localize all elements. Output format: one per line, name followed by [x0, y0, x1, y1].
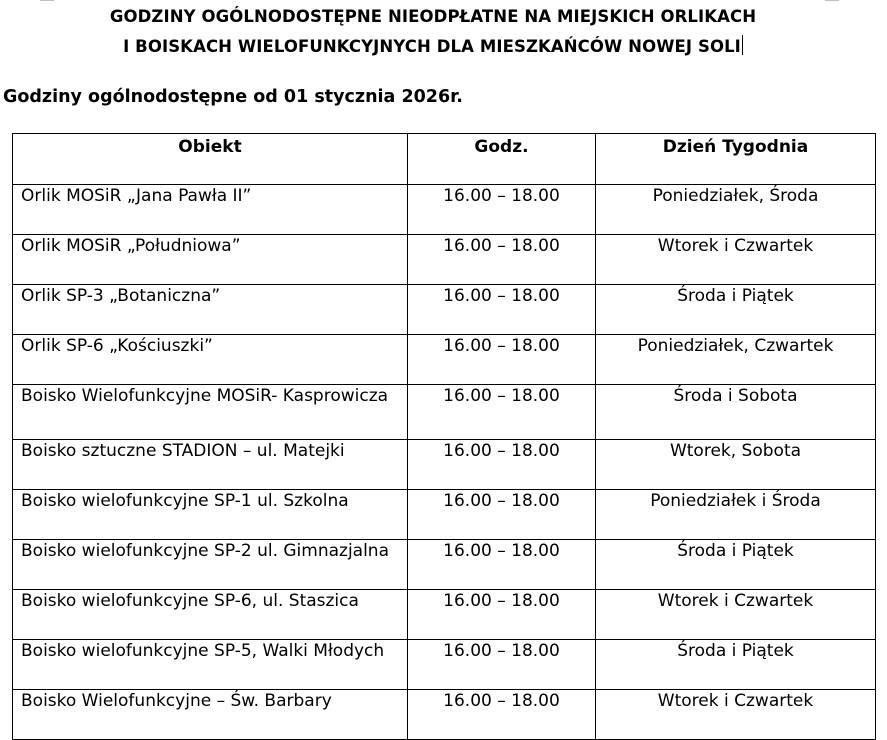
page-corner-mark-left — [40, 0, 54, 1]
header-days: Dzień Tygodnia — [596, 134, 876, 185]
cell-object: Boisko wielofunkcyjne SP-6, ul. Staszica — [13, 590, 408, 640]
header-hours: Godz. — [408, 134, 596, 185]
table-row — [13, 335, 876, 385]
table-row — [13, 185, 876, 235]
cell-hours: 16.00 – 18.00 — [408, 335, 596, 385]
cell-hours: 16.00 – 18.00 — [408, 690, 596, 740]
cell-object: Orlik MOSiR „Jana Pawła II” — [13, 185, 408, 235]
cell-object: Orlik MOSiR „Południowa” — [13, 235, 408, 285]
cell-object: Boisko Wielofunkcyjne MOSiR- Kasprowicza — [13, 385, 408, 440]
table-header-row — [13, 134, 876, 185]
table-row — [13, 385, 876, 440]
document-subtitle: Godziny ogólnodostępne od 01 stycznia 2026r. — [3, 87, 463, 107]
cell-object: Orlik SP-6 „Kościuszki” — [13, 335, 408, 385]
cell-days: Poniedziałek, Środa — [596, 185, 876, 235]
cell-hours: 16.00 – 18.00 — [408, 640, 596, 690]
cell-days: Poniedziałek i Środa — [596, 490, 876, 540]
cell-days: Środa i Piątek — [596, 285, 876, 335]
header-object: Obiekt — [13, 134, 408, 185]
table-row — [13, 690, 876, 740]
cell-object: Orlik SP-3 „Botaniczna” — [13, 285, 408, 335]
cell-days: Środa i Sobota — [596, 385, 876, 440]
title-line-2 — [0, 32, 866, 62]
cell-days: Poniedziałek, Czwartek — [596, 335, 876, 385]
table-row — [13, 590, 876, 640]
cell-object: Boisko wielofunkcyjne SP-2 ul. Gimnazjalna — [13, 540, 408, 590]
document-title — [0, 2, 866, 62]
table-row — [13, 285, 876, 335]
schedule-table — [12, 133, 876, 740]
cell-days: Wtorek i Czwartek — [596, 690, 876, 740]
cell-days: Wtorek i Czwartek — [596, 590, 876, 640]
table-row — [13, 640, 876, 690]
cell-hours: 16.00 – 18.00 — [408, 185, 596, 235]
cell-object: Boisko sztuczne STADION – ul. Matejki — [13, 440, 408, 490]
cell-hours: 16.00 – 18.00 — [408, 440, 596, 490]
page-corner-mark-right — [825, 0, 839, 1]
cell-hours: 16.00 – 18.00 — [408, 490, 596, 540]
cell-days: Wtorek i Czwartek — [596, 235, 876, 285]
cell-hours: 16.00 – 18.00 — [408, 590, 596, 640]
table-row — [13, 440, 876, 490]
cell-object: Boisko wielofunkcyjne SP-5, Walki Młodych — [13, 640, 408, 690]
text-cursor — [742, 35, 743, 55]
cell-days: Wtorek, Sobota — [596, 440, 876, 490]
cell-days: Środa i Piątek — [596, 540, 876, 590]
title-line-2-text: I BOISKACH WIELOFUNKCYJNYCH DLA MIESZKAŃCÓW NOWEJ SOLI — [123, 37, 741, 56]
table-row — [13, 235, 876, 285]
cell-hours: 16.00 – 18.00 — [408, 385, 596, 440]
table-row — [13, 540, 876, 590]
cell-days: Środa i Piątek — [596, 640, 876, 690]
cell-object: Boisko Wielofunkcyjne – Św. Barbary — [13, 690, 408, 740]
table-row — [13, 490, 876, 540]
title-line-1: GODZINY OGÓLNODOSTĘPNE NIEODPŁATNE NA MIEJSKICH ORLIKACH — [109, 7, 757, 26]
cell-hours: 16.00 – 18.00 — [408, 235, 596, 285]
cell-object: Boisko wielofunkcyjne SP-1 ul. Szkolna — [13, 490, 408, 540]
cell-hours: 16.00 – 18.00 — [408, 540, 596, 590]
cell-hours: 16.00 – 18.00 — [408, 285, 596, 335]
